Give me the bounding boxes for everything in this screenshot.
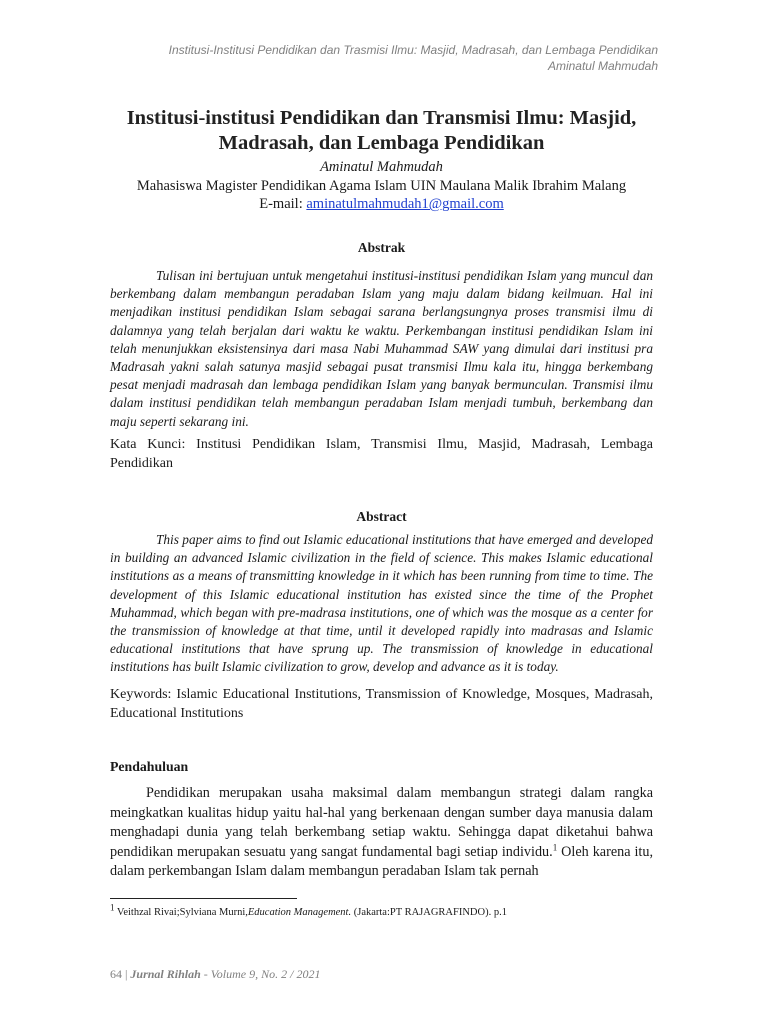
email-link[interactable]: aminatulmahmudah1@gmail.com — [306, 196, 504, 212]
email-label: E-mail: — [259, 196, 303, 212]
author-affiliation: Mahasiswa Magister Pendidikan Agama Islam UIN Maulana Malik Ibrahim Malang — [136, 178, 627, 194]
paper-title: Institusi-institusi Pendidikan dan Transmisi Ilmu: Masjid, Madrasah, dan Lembaga Pendidikan — [126, 107, 637, 154]
footnote-divider — [110, 898, 297, 899]
page-footer — [110, 967, 320, 982]
footnote-work: Education Management. — [247, 907, 352, 918]
journal-issue: - Volume 9, No. 2 / 2021 — [203, 967, 321, 981]
footer-separator: | — [125, 967, 128, 981]
abstrak-heading: Abstrak — [357, 240, 406, 255]
page-number: 64 — [110, 967, 122, 981]
kata-kunci: Kata Kunci: Institusi Pendidikan Islam, Transmisi Ilmu, Masjid, Madrasah, Lembaga Pendidikan — [110, 437, 653, 471]
footnote-ref[interactable]: 1 — [552, 841, 558, 852]
footnote-authors: Veithzal Rivai;Sylviana Murni, — [114, 907, 248, 918]
author-email-line — [110, 195, 653, 213]
running-head — [169, 42, 658, 74]
abstract-heading: Abstract — [356, 509, 407, 524]
footnote-number: 1 — [110, 902, 115, 913]
running-head-author: Aminatul Mahmudah — [547, 59, 658, 73]
footnote-rest: (Jakarta:PT RAJAGRAFINDO). p.1 — [351, 907, 507, 918]
intro-text-1: Pendidikan merupakan usaha maksimal dalam membangun strategi dalam rangka meingkatkan kualitas hidup yaitu hal-hal yang berkenaan dengan sumber daya manusia dalam menghadapi dunia yang telah berkembang setiap waktu. Sehingga dapat diketahui bahwa pendidikan merupakan sesuatu yang sangat fundamental bagi setiap individu. — [110, 785, 653, 860]
author-name: Aminatul Mahmudah — [320, 159, 443, 175]
footnote — [110, 902, 653, 920]
intro-body — [110, 784, 653, 882]
intro-text-2: Oleh karena itu, dalam perkembangan Islam dalam membangun peradaban Islam tak pernah — [110, 843, 653, 879]
abstrak-body: Tulisan ini bertujuan untuk mengetahui institusi-institusi pendidikan Islam yang muncul dan berkembang dalam membangun peradaban Islam yang maju dalam bidang keilmuan. Hal ini menjadikan institusi pendidikan Islam sebagai sarana berlangsungnya proses transmisi ilmu di dalamnya yang telah berjalan dari waktu ke waktu. Perkembangan institusi pendidikan Islam ini telah menunjukkan eksistensinya dari masa Nabi Muhammad SAW yang dimulai dari institusi pra Madrasah yakni salah satunya masjid sebagai pusat transmisi Ilmu kala itu, hingga berkembang pesat menjadi madrasah dan lembaga pendidikan Islam yang banyak bermunculan. Transmisi ilmu dalam institusi pendidikan telah membangun peradaban Islam menjadi tumbuh, berkembang dan maju seperti sekarang ini. — [110, 268, 653, 429]
running-head-title: Institusi-Institusi Pendidikan dan Trasmisi Ilmu: Masjid, Madrasah, dan Lembaga Pendidikan — [168, 43, 658, 57]
journal-name: Jurnal Rihlah — [130, 967, 201, 981]
keywords: Keywords: Islamic Educational Institutions, Transmission of Knowledge, Mosques, Madrasah, Educational Institutions — [110, 687, 653, 721]
intro-heading: Pendahuluan — [110, 759, 189, 774]
abstract-body: This paper aims to find out Islamic educational institutions that have emerged and developed in building an advanced Islamic civilization in the field of science. This makes Islamic educational institutions as a means of transmitting knowledge in it which has been running from time to time. The development of this Islamic educational institution has existed since the time of the Prophet Muhammad, which began with pre-madrasa institutions, one of which was the mosque as a center for the transmission of knowledge at that time, until it developed rapidly into madrasas and Islamic educational institutions that have sprung up. The transmission of knowledge in educational institutions has built Islamic civilization to grow, develop and advance as it is today. — [110, 532, 653, 675]
